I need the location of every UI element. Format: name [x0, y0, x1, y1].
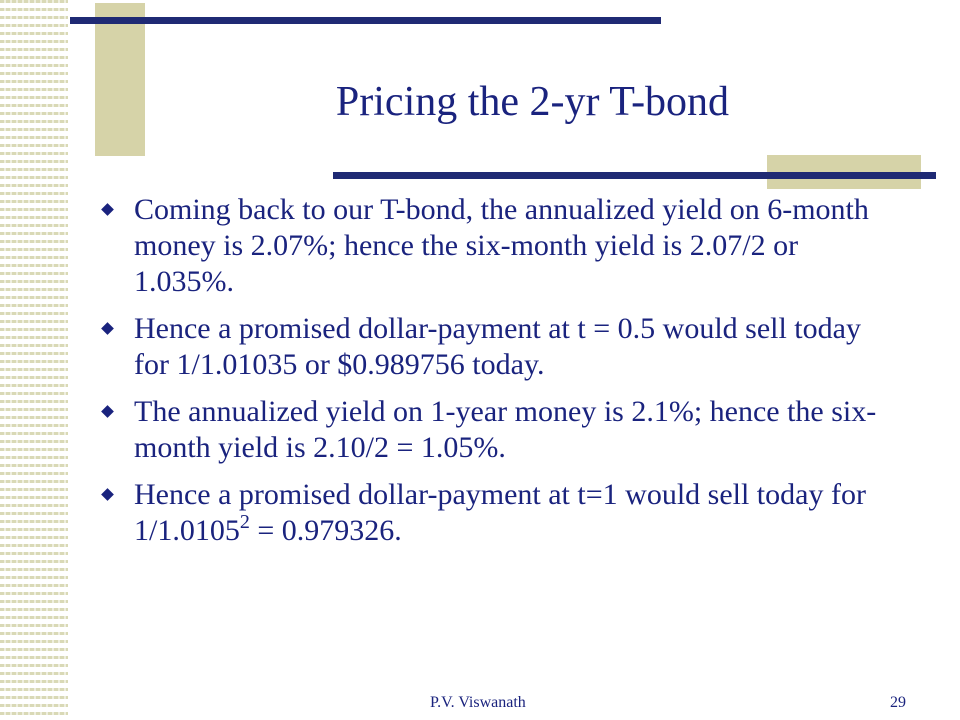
bullet-item	[100, 394, 900, 466]
diamond-bullet-icon	[101, 405, 114, 418]
decorative-block-left	[95, 3, 145, 156]
footer-author: P.V. Viswanath	[430, 694, 526, 711]
bullet-text: The annualized yield on 1-year money is 2.1%; hence the six-month yield is 2.10/2 = 1.05%.	[134, 395, 877, 464]
diamond-bullet-icon	[101, 488, 114, 501]
bullet-item	[100, 477, 900, 549]
decorative-title-underline	[333, 172, 936, 179]
superscript-exponent: 2	[239, 511, 250, 533]
diamond-bullet-icon	[101, 322, 114, 335]
bullet-item	[100, 311, 900, 383]
footer-page-number: 29	[890, 694, 906, 711]
bullet-text-after: = 0.979326.	[249, 514, 402, 547]
slide-title: Pricing the 2-yr T-bond	[335, 79, 730, 125]
diamond-bullet-icon	[101, 203, 114, 216]
bullet-text: Coming back to our T-bond, the annualized yield on 6-month money is 2.07%; hence the six-month yield is 2.07/2 or 1.035%.	[134, 193, 869, 298]
bullet-text	[134, 478, 866, 547]
bullet-list	[100, 192, 900, 560]
bullet-text-before: Hence a promised dollar-payment at t=1 would sell today for 1/1.0105	[134, 478, 866, 547]
bullet-item	[100, 192, 900, 300]
decorative-top-bar	[70, 17, 661, 24]
decorative-stripe-pattern	[0, 0, 68, 720]
bullet-text: Hence a promised dollar-payment at t = 0.5 would sell today for 1/1.01035 or $0.989756 today.	[134, 312, 861, 381]
